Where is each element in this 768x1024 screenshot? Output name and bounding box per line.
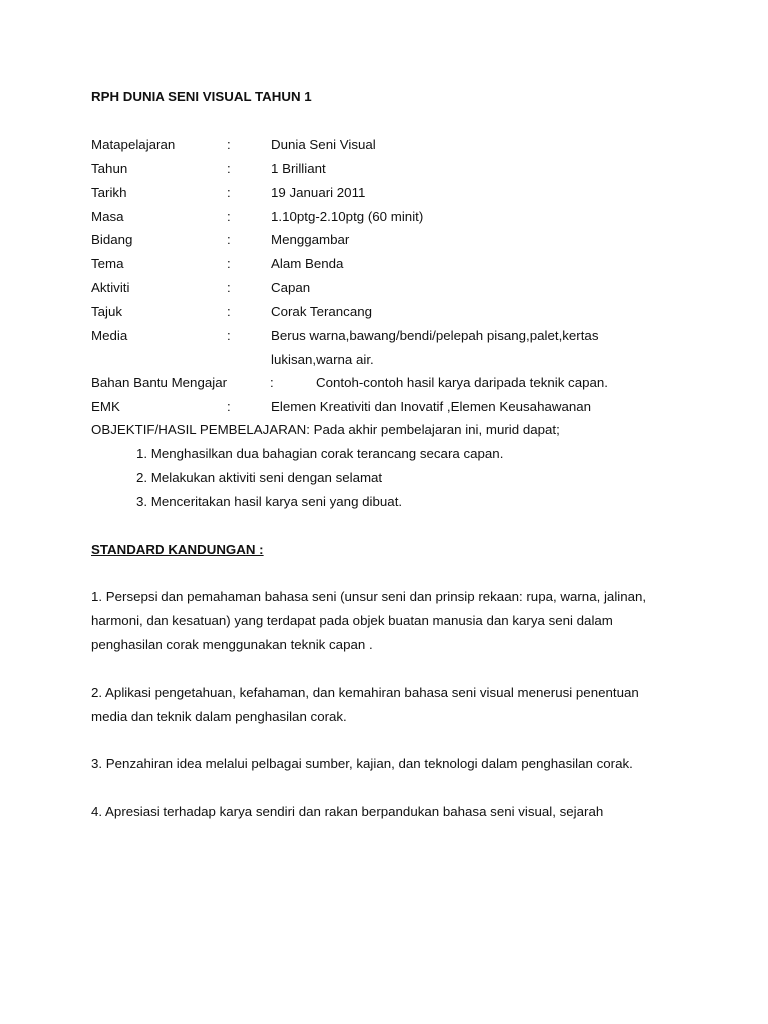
- field-row-tajuk: [91, 304, 731, 326]
- field-colon: :: [227, 185, 231, 200]
- field-label: Media: [91, 328, 128, 343]
- field-colon: :: [227, 232, 231, 247]
- field-row-tahun: [91, 161, 731, 183]
- field-label: Tahun: [91, 161, 128, 176]
- field-value: 1.10ptg-2.10ptg (60 minit): [271, 209, 424, 224]
- field-colon: :: [227, 280, 231, 295]
- paragraph-line: 4. Apresiasi terhadap karya sendiri dan rakan berpandukan bahasa seni visual, sejarah: [91, 804, 604, 819]
- field-value: 19 Januari 2011: [271, 185, 366, 200]
- field-row-bidang: [91, 232, 731, 254]
- field-row-masa: [91, 209, 731, 231]
- field-value: Elemen Kreativiti dan Inovatif ,Elemen Keusahawanan: [271, 399, 592, 414]
- field-colon: :: [227, 161, 231, 176]
- field-label: Aktiviti: [91, 280, 130, 295]
- field-colon: :: [227, 304, 231, 319]
- field-colon: :: [270, 375, 274, 390]
- field-row-bahan-bantu-mengajar: [91, 375, 731, 397]
- document-title: RPH DUNIA SENI VISUAL TAHUN 1: [91, 89, 312, 104]
- objectives-heading: OBJEKTIF/HASIL PEMBELAJARAN: Pada akhir pembelajaran ini, murid dapat;: [91, 422, 560, 437]
- standard-kandungan-heading: STANDARD KANDUNGAN :: [91, 542, 264, 557]
- field-value: Dunia Seni Visual: [271, 137, 376, 152]
- objective-item: 1. Menghasilkan dua bahagian corak terancang secara capan.: [136, 446, 504, 461]
- field-value: Corak Terancang: [271, 304, 373, 319]
- field-label: Bidang: [91, 232, 133, 247]
- field-row-media: [91, 328, 731, 350]
- field-label: EMK: [91, 399, 120, 414]
- field-row-tarikh: [91, 185, 731, 207]
- field-colon: :: [227, 399, 231, 414]
- field-value: 1 Brilliant: [271, 161, 326, 176]
- field-value: Alam Benda: [271, 256, 344, 271]
- field-value: Capan: [271, 280, 311, 295]
- field-label: Matapelajaran: [91, 137, 176, 152]
- paragraph-line: 2. Aplikasi pengetahuan, kefahaman, dan kemahiran bahasa seni visual menerusi penentuan: [91, 685, 639, 700]
- field-label: Masa: [91, 209, 124, 224]
- field-label: Tema: [91, 256, 124, 271]
- field-row-aktiviti: [91, 280, 731, 302]
- paragraph-line: 1. Persepsi dan pemahaman bahasa seni (unsur seni dan prinsip rekaan: rupa, warna, jalinan,: [91, 589, 647, 604]
- field-colon: :: [227, 137, 231, 152]
- field-label: Bahan Bantu Mengajar: [91, 375, 228, 390]
- field-value: Berus warna,bawang/bendi/pelepah pisang,palet,kertas: [271, 328, 599, 343]
- paragraph-line: harmoni, dan kesatuan) yang terdapat pada objek buatan manusia dan karya seni dalam: [91, 613, 613, 628]
- field-row-emk: [91, 399, 731, 421]
- paragraph-line: 3. Penzahiran idea melalui pelbagai sumber, kajian, dan teknologi dalam penghasilan corak.: [91, 756, 633, 771]
- paragraph-line: media dan teknik dalam penghasilan corak.: [91, 709, 347, 724]
- field-colon: :: [227, 209, 231, 224]
- objective-item: 2. Melakukan aktiviti seni dengan selamat: [136, 470, 383, 485]
- field-colon: :: [227, 328, 231, 343]
- field-row-matapelajaran: [91, 137, 731, 159]
- field-colon: :: [227, 256, 231, 271]
- field-value-continuation: lukisan,warna air.: [271, 352, 374, 367]
- field-label: Tarikh: [91, 185, 127, 200]
- field-value: Menggambar: [271, 232, 350, 247]
- field-value: Contoh-contoh hasil karya daripada teknik capan.: [316, 375, 608, 390]
- paragraph-line: penghasilan corak menggunakan teknik capan .: [91, 637, 373, 652]
- objective-item: 3. Menceritakan hasil karya seni yang dibuat.: [136, 494, 403, 509]
- field-row-tema: [91, 256, 731, 278]
- field-label: Tajuk: [91, 304, 123, 319]
